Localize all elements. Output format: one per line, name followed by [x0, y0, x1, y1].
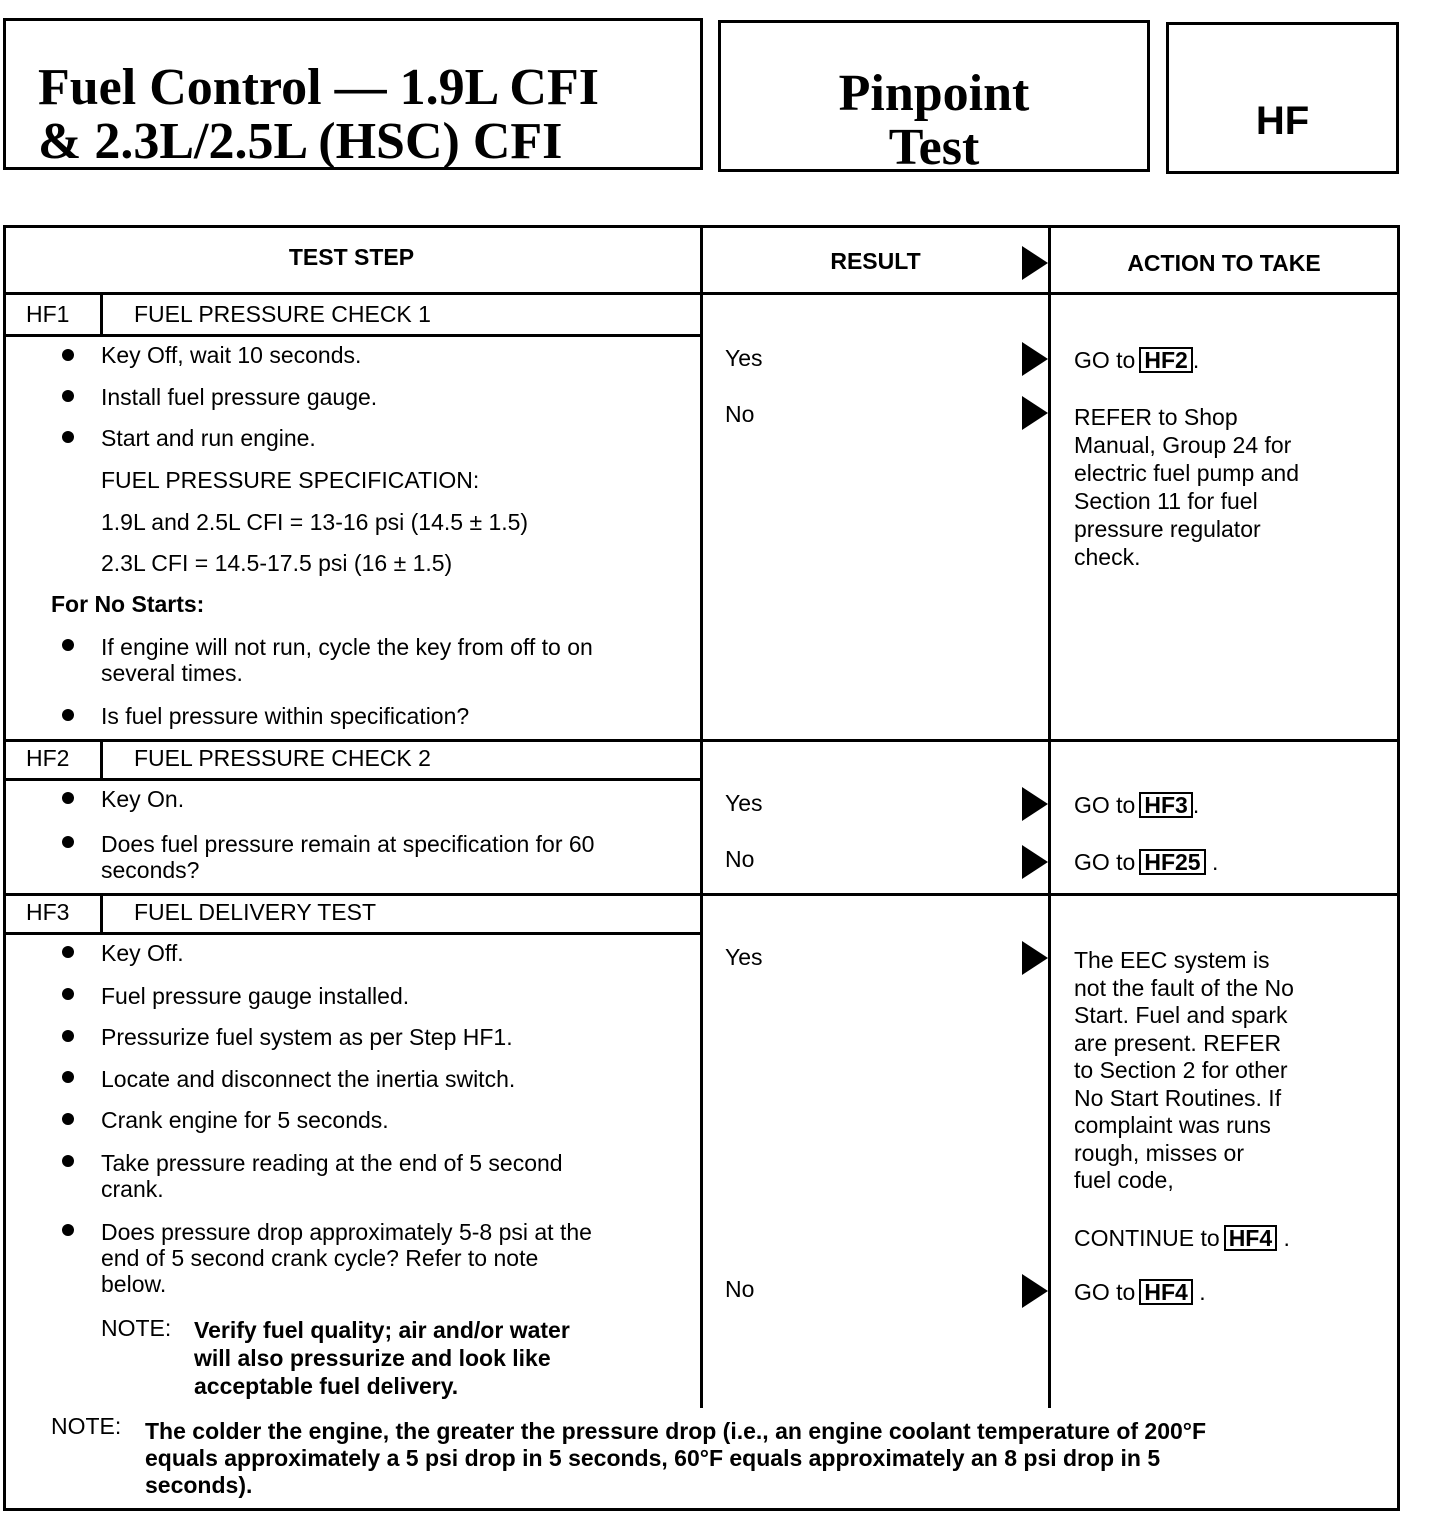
arrow-right-icon: [1022, 941, 1048, 975]
hf1-title: FUEL PRESSURE CHECK 1: [134, 301, 431, 327]
arrow-right-icon: [1022, 342, 1048, 376]
hf2-step-1: Key On.: [101, 786, 185, 812]
bullet-icon: [62, 1224, 74, 1236]
hf3-step-2: Fuel pressure gauge installed.: [101, 983, 410, 1009]
hf3-note-line: Verify fuel quality; air and/or water: [194, 1317, 570, 1343]
hf3-step-3: Pressurize fuel system as per Step HF1.: [101, 1024, 513, 1050]
pinpoint-label: [721, 67, 1147, 175]
hf3-step-4: Locate and disconnect the inertia switch.: [101, 1066, 516, 1092]
ref-hf4-link[interactable]: HF4: [1224, 1225, 1277, 1251]
hf2-id: HF2: [26, 745, 70, 771]
hf3-action-yes-line: No Start Routines. If: [1074, 1084, 1282, 1111]
ref-hf25-link[interactable]: HF25: [1139, 849, 1205, 875]
hf1-action-no-line: REFER to Shop: [1074, 404, 1238, 430]
hf1-action-yes-text: GO to: [1074, 347, 1136, 373]
hf2-title: FUEL PRESSURE CHECK 2: [134, 745, 431, 771]
hf1-title-divider: [3, 334, 700, 337]
hf2-result-no: No: [725, 846, 755, 872]
ref-hf4-link[interactable]: HF4: [1139, 1279, 1192, 1305]
divider-result-action: [1048, 225, 1051, 1408]
hf1-spec-title: FUEL PRESSURE SPECIFICATION:: [101, 467, 480, 493]
divider-test-result: [700, 225, 703, 1408]
hf3-step-7b: end of 5 second crank cycle? Refer to note: [101, 1245, 539, 1271]
hf3-id: HF3: [26, 899, 70, 925]
ref-hf3-link[interactable]: HF3: [1139, 792, 1192, 818]
test-code: HF: [1255, 99, 1310, 143]
bullet-icon: [62, 1030, 74, 1042]
hf3-action-yes-line: rough, misses or: [1074, 1139, 1245, 1166]
hf1-action-no: [1074, 403, 1299, 571]
hf3-action-continue: CONTINUE to HF4 .: [1074, 1225, 1290, 1251]
pinpoint-box: [718, 20, 1150, 176]
hf2-step-2b: seconds?: [101, 857, 200, 883]
header-row-divider: [3, 292, 1400, 295]
test-code-box: [1166, 22, 1399, 174]
hf1-result-yes: Yes: [725, 345, 763, 371]
bullet-icon: [62, 792, 74, 804]
hf3-note-label: NOTE:: [101, 1315, 172, 1341]
hf1-id: HF1: [26, 301, 70, 327]
hf3-note-line: will also pressurize and look like: [194, 1345, 551, 1371]
footer-note-label: NOTE:: [51, 1413, 122, 1439]
hf1-step-4a: If engine will not run, cycle the key from off to on: [101, 634, 593, 660]
hf3-title: FUEL DELIVERY TEST: [134, 899, 377, 925]
hf1-no-starts-heading: For No Starts:: [51, 591, 205, 617]
bullet-icon: [62, 1113, 74, 1125]
hf3-action-yes-line: Start. Fuel and spark: [1074, 1002, 1288, 1028]
hf3-action-yes-line: not the fault of the No: [1074, 974, 1294, 1001]
bullet-icon: [62, 836, 74, 848]
col-test-step: TEST STEP: [288, 244, 415, 270]
page-title: [38, 61, 599, 169]
bullet-icon: [62, 988, 74, 1000]
hf3-step-6b: crank.: [101, 1176, 164, 1202]
bullet-icon: [62, 1155, 74, 1167]
hf3-action-no-text: GO to: [1074, 1279, 1136, 1305]
hf3-step-7a: Does pressure drop approximately 5-8 psi at the: [101, 1219, 592, 1245]
hf2-action-yes-text: GO to: [1074, 792, 1136, 818]
hf1-step-3: Start and run engine.: [101, 425, 316, 451]
hf3-action-yes-line: complaint was runs: [1074, 1112, 1271, 1138]
row-divider-hf1: [3, 739, 1400, 742]
hf3-action-yes-line: The EEC system is: [1074, 947, 1270, 973]
hf1-spec-1: 1.9L and 2.5L CFI = 13-16 psi (14.5 ± 1.5): [101, 509, 529, 535]
arrow-right-icon: [1022, 1274, 1048, 1308]
arrow-right-icon: [1022, 396, 1048, 430]
hf3-action-no: GO to HF4 .: [1074, 1279, 1206, 1305]
bullet-icon: [62, 431, 74, 443]
hf3-note-line: acceptable fuel delivery.: [194, 1373, 459, 1399]
hf3-step-7c: below.: [101, 1271, 167, 1297]
hf3-action-yes-line: fuel code,: [1074, 1167, 1174, 1193]
hf3-action-yes: [1074, 947, 1294, 1195]
bullet-icon: [62, 639, 74, 651]
col-action: ACTION TO TAKE: [1127, 250, 1321, 276]
hf2-result-yes: Yes: [725, 790, 763, 816]
hf1-action-no-line: check.: [1074, 544, 1141, 570]
page-title-line1: Fuel Control — 1.9L CFI: [38, 59, 599, 116]
hf1-step-2: Install fuel pressure gauge.: [101, 384, 378, 410]
ref-hf2-link[interactable]: HF2: [1139, 347, 1192, 373]
hf3-step-5: Crank engine for 5 seconds.: [101, 1107, 389, 1133]
hf1-action-no-line: Manual, Group 24 for: [1074, 432, 1292, 458]
hf1-action-no-line: electric fuel pump and: [1074, 460, 1300, 486]
hf3-title-divider: [3, 932, 700, 935]
hf3-action-continue-text: CONTINUE to: [1074, 1225, 1220, 1251]
row-divider-hf2: [3, 893, 1400, 896]
hf1-action-no-line: Section 11 for fuel: [1074, 488, 1258, 514]
hf2-title-divider: [3, 778, 700, 781]
hf3-result-yes: Yes: [725, 944, 763, 970]
hf3-note: [194, 1316, 570, 1400]
pinpoint-line1: Pinpoint: [838, 65, 1030, 122]
hf3-result-no: No: [725, 1276, 755, 1302]
header-arrow-icon: [1022, 246, 1048, 280]
hf3-action-yes-line: to Section 2 for other: [1074, 1057, 1288, 1083]
arrow-right-icon: [1022, 845, 1048, 879]
hf1-action-no-line: pressure regulator: [1074, 516, 1261, 542]
hf1-step-5: Is fuel pressure within specification?: [101, 703, 470, 729]
page-title-line2: & 2.3L/2.5L (HSC) CFI: [38, 113, 563, 170]
hf2-step-2a: Does fuel pressure remain at specification for 60: [101, 831, 595, 857]
hf3-step-1: Key Off.: [101, 940, 184, 966]
hf1-id-divider: [100, 295, 103, 334]
bullet-icon: [62, 1071, 74, 1083]
hf3-action-yes-line: are present. REFER: [1074, 1029, 1282, 1056]
col-result: RESULT: [830, 248, 921, 274]
footer-note-line: equals approximately a 5 psi drop in 5 seconds, 60°F equals approximately an 8 psi drop in 5: [145, 1445, 1161, 1471]
hf3-id-divider: [100, 896, 103, 932]
hf2-action-no: GO to HF25 .: [1074, 849, 1219, 875]
footer-note-line: The colder the engine, the greater the pressure drop (i.e., an engine coolant temperature of 200°F: [145, 1418, 1207, 1444]
footer-note: [145, 1418, 1206, 1499]
hf2-action-yes: GO to HF3 .: [1074, 792, 1200, 818]
footer-note-line: seconds).: [145, 1472, 253, 1498]
pinpoint-line2: Test: [888, 119, 980, 176]
hf1-action-yes: GO to HF2 .: [1074, 347, 1200, 373]
hf1-result-no: No: [725, 401, 755, 427]
title-box: [3, 18, 703, 170]
hf1-step-4b: several times.: [101, 660, 243, 686]
bullet-icon: [62, 946, 74, 958]
arrow-right-icon: [1022, 787, 1048, 821]
bullet-icon: [62, 709, 74, 721]
hf2-id-divider: [100, 742, 103, 778]
bullet-icon: [62, 390, 74, 402]
hf2-action-no-text: GO to: [1074, 849, 1136, 875]
hf1-spec-2: 2.3L CFI = 14.5-17.5 psi (16 ± 1.5): [101, 550, 453, 576]
hf1-step-1: Key Off, wait 10 seconds.: [101, 342, 362, 368]
hf3-step-6a: Take pressure reading at the end of 5 second: [101, 1150, 563, 1176]
bullet-icon: [62, 349, 74, 361]
